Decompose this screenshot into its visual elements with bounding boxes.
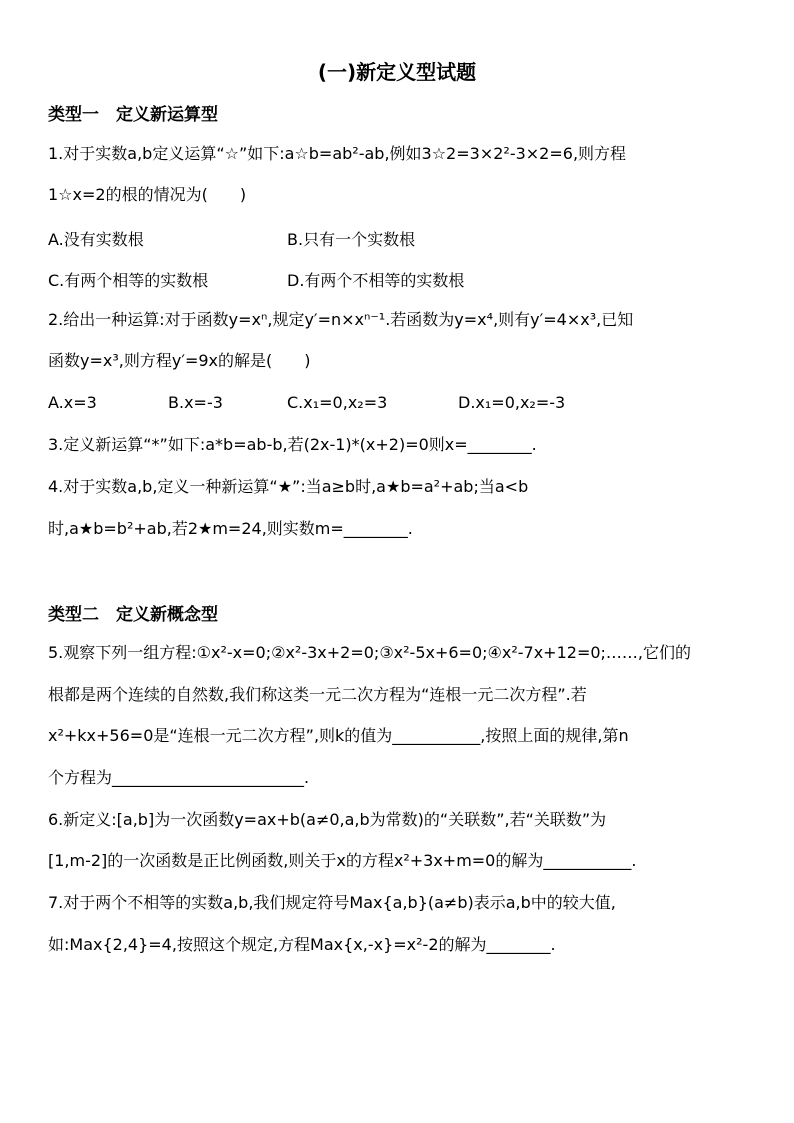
- q6-line-1: 6.新定义:[a,b]为一次函数y=ax+b(a≠0,a,b为常数)的“关联数”,若“关联数”为: [48, 810, 607, 829]
- q2-line-1: 2.给出一种运算:对于函数y=xⁿ,规定y′=n×xⁿ⁻¹.若函数为y=x⁴,则有y′=4×x³,已知: [48, 310, 634, 329]
- section-heading-1: 类型一 定义新运算型: [48, 105, 218, 125]
- q4-line-1: 4.对于实数a,b,定义一种新运算“★”:当a≥b时,a★b=a²+ab;当a<b: [48, 477, 529, 496]
- q1-option-a: A.没有实数根: [48, 230, 144, 249]
- page-title: (一)新定义型试题: [317, 60, 477, 84]
- q5-line-1: 5.观察下列一组方程:①x²-x=0;②x²-3x+2=0;③x²-5x+6=0;④x²-7x+12=0;……,它们的: [48, 643, 692, 662]
- q5-line-4: 个方程为________________________.: [48, 768, 310, 787]
- q1-line-1: 1.对于实数a,b定义运算“☆”如下:a☆b=ab²-ab,例如3☆2=3×2²-3×2=6,则方程: [48, 144, 627, 163]
- q5-line-2: 根都是两个连续的自然数,我们称这类一元二次方程为“连根一元二次方程”.若: [48, 685, 587, 704]
- q7-line-1: 7.对于两个不相等的实数a,b,我们规定符号Max{a,b}(a≠b)表示a,b中的较大值,: [48, 893, 616, 912]
- q1-option-d: D.有两个不相等的实数根: [287, 271, 465, 290]
- q7-line-2: 如:Max{2,4}=4,按照这个规定,方程Max{x,-x}=x²-2的解为________.: [48, 935, 556, 954]
- q2-option-b: B.x=-3: [168, 393, 223, 412]
- q2-option-a: A.x=3: [48, 393, 97, 412]
- q5-line-3: x²+kx+56=0是“连根一元二次方程”,则k的值为___________,按照上面的规律,第n: [48, 726, 629, 745]
- q1-line-2: 1☆x=2的根的情况为( ): [48, 185, 247, 204]
- q2-option-d: D.x₁=0,x₂=-3: [458, 393, 566, 412]
- section-heading-2: 类型二 定义新概念型: [48, 605, 218, 625]
- q2-option-c: C.x₁=0,x₂=3: [287, 393, 388, 412]
- q6-line-2: [1,m-2]的一次函数是正比例函数,则关于x的方程x²+3x+m=0的解为___________.: [48, 851, 637, 870]
- q2-line-2: 函数y=x³,则方程y′=9x的解是( ): [48, 351, 311, 370]
- q4-line-2: 时,a★b=b²+ab,若2★m=24,则实数m=________.: [48, 519, 413, 538]
- q3-line-1: 3.定义新运算“*”如下:a*b=ab-b,若(2x-1)*(x+2)=0则x=________.: [48, 435, 537, 454]
- q1-option-b: B.只有一个实数根: [287, 230, 416, 249]
- q1-option-c: C.有两个相等的实数根: [48, 271, 209, 290]
